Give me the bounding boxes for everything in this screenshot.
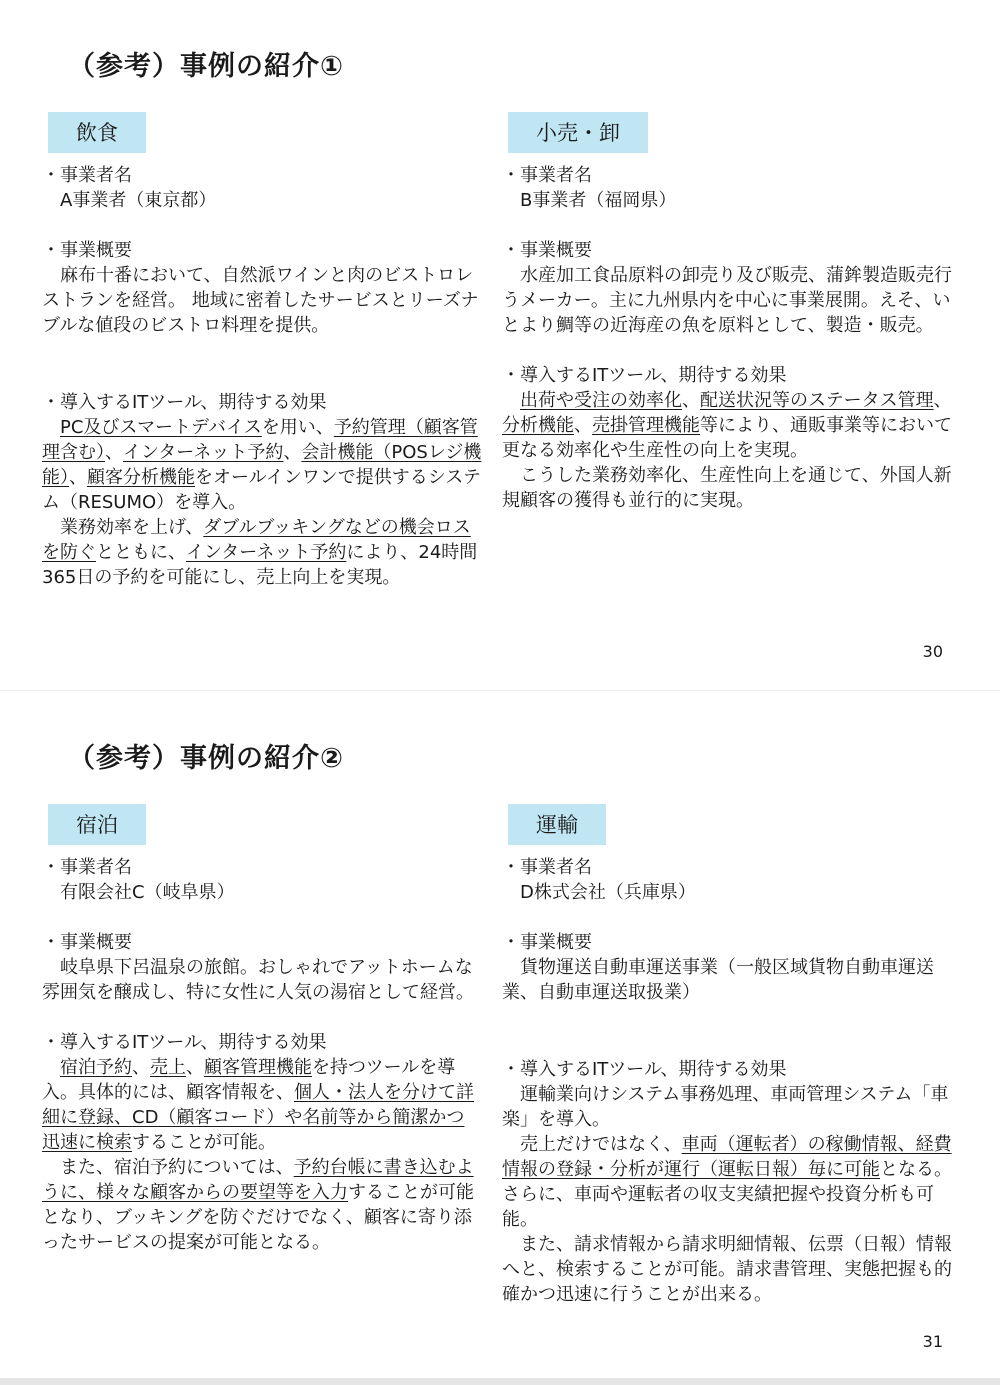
page-divider xyxy=(0,690,1000,691)
effects-paragraph xyxy=(42,1155,482,1255)
overview-heading: ・事業概要 xyxy=(502,932,592,953)
text-segment: 、 xyxy=(69,467,87,488)
text-segment: 、 xyxy=(933,390,952,411)
text-segment: 、 xyxy=(132,1057,150,1078)
underlined-phrase: 予約管理（顧客管理含む） xyxy=(42,417,478,463)
business-name-heading: ・事業者名 xyxy=(42,857,132,878)
overview-text: 水産加工食品原料の卸売り及び販売、蒲鉾製造販売行うメーカー。主に九州県内を中心に事業展開。えそ、いとより鯛等の近海産の魚を原料として、製造・販売。 xyxy=(502,265,952,336)
underlined-phrase: 車両（運転者）の稼働情報、経費情報の登録・分析が運行（運転日報）毎に可能 xyxy=(502,1134,952,1180)
case-a-column xyxy=(42,112,482,590)
overview-heading: ・事業概要 xyxy=(502,240,592,261)
text-segment: となる。さらに、車両や運転者の収支実績把握や投資分析も可能。 xyxy=(502,1159,952,1230)
text-segment: 、 xyxy=(682,390,700,411)
business-name: 有限会社C（岐阜県） xyxy=(60,882,235,903)
underlined-phrase: インターネット予約 xyxy=(186,542,347,563)
underlined-phrase: 顧客管理機能 xyxy=(204,1057,312,1078)
case-d-column xyxy=(502,804,952,1307)
case-c-column xyxy=(42,804,482,1255)
text-segment: また、宿泊予約については、 xyxy=(60,1157,294,1178)
overview-text: 麻布十番において、自然派ワインと肉のビストロレストランを経営。 地域に密着したサービスとリーズナブルな値段のビストロ料理を提供。 xyxy=(42,265,479,336)
category-tag-restaurant: 飲食 xyxy=(48,112,146,153)
effects-heading: ・導入するITツール、期待する効果 xyxy=(42,392,327,413)
underlined-phrase: 個人・法人を分けて詳細に登録、CD（顧客コード）や名前等から簡潔かつ迅速に検索 xyxy=(42,1082,474,1153)
text-segment: こうした業務効率化、生産性向上を通じて、外国人新規顧客の獲得も並行的に実現。 xyxy=(502,465,952,511)
underlined-phrase: 分析機能 xyxy=(502,415,574,436)
underlined-phrase: 出荷や受注の効率化 xyxy=(520,390,682,411)
overview-text: 岐阜県下呂温泉の旅館。おしゃれでアットホームな雰囲気を醸成し、特に女性に人気の湯宿として経営。 xyxy=(42,957,474,1003)
page-title: （参考）事例の紹介② xyxy=(68,743,344,774)
underlined-phrase: 売上 xyxy=(150,1057,186,1078)
underlined-phrase: 予約台帳に書き込むように、様々な顧客からの要望等を入力 xyxy=(42,1157,474,1203)
underlined-phrase: PC及びスマートデバイス xyxy=(60,417,262,438)
text-segment: 売上だけではなく、 xyxy=(520,1134,682,1155)
effects-heading: ・導入するITツール、期待する効果 xyxy=(502,365,787,386)
effects-paragraph xyxy=(502,463,952,513)
effects-paragraph xyxy=(42,515,482,590)
page-30 xyxy=(0,0,1000,692)
underlined-phrase: 会計機能（POSレジ機能） xyxy=(42,442,482,488)
effects-text xyxy=(42,1055,482,1255)
text-segment: することが可能。 xyxy=(132,1132,276,1153)
effects-heading: ・導入するITツール、期待する効果 xyxy=(42,1032,327,1053)
effects-paragraph xyxy=(42,415,482,515)
business-name: B事業者（福岡県） xyxy=(520,190,677,211)
business-name: D株式会社（兵庫県） xyxy=(520,882,696,903)
effects-text xyxy=(502,1082,952,1307)
text-segment: 運輸業向けシステム事務処理、車両管理システム「車楽」を導入。 xyxy=(502,1084,949,1130)
overview-text: 貨物運送自動車運送事業（一般区域貨物自動車運送業、自動車運送取扱業） xyxy=(502,957,934,1003)
page-number: 31 xyxy=(922,1332,943,1351)
underlined-phrase: ダブルブッキングなどの機会ロスを防ぐ xyxy=(42,517,471,563)
effects-text xyxy=(42,415,482,590)
case-b-column xyxy=(502,112,952,513)
business-name: A事業者（東京都） xyxy=(60,190,217,211)
effects-paragraph xyxy=(502,1082,952,1132)
text-segment: 業務効率を上げ、 xyxy=(60,517,204,538)
category-tag-transport: 運輸 xyxy=(508,804,606,845)
effects-paragraph xyxy=(42,1055,482,1155)
text-segment: 、 xyxy=(283,442,302,463)
effects-paragraph xyxy=(502,388,952,463)
page-title: （参考）事例の紹介① xyxy=(68,51,344,82)
text-segment: とともに、 xyxy=(96,542,186,563)
text-segment: をオールインワンで提供するシステム（RESUMO）を導入。 xyxy=(42,467,481,513)
text-segment: 、 xyxy=(186,1057,204,1078)
text-segment: することが可能となり、ブッキングを防ぐだけでなく、顧客に寄り添ったサービスの提案が可能となる。 xyxy=(42,1182,474,1253)
underlined-phrase: 宿泊予約 xyxy=(60,1057,132,1078)
business-name-heading: ・事業者名 xyxy=(42,165,132,186)
underlined-phrase: 配送状況等のステータス管理 xyxy=(700,390,934,411)
category-tag-lodging: 宿泊 xyxy=(48,804,146,845)
text-segment: により、24時間365日の予約を可能にし、売上向上を実現。 xyxy=(42,542,478,588)
underlined-phrase: 顧客分析機能 xyxy=(87,467,195,488)
business-name-heading: ・事業者名 xyxy=(502,165,592,186)
effects-paragraph xyxy=(502,1132,952,1232)
text-segment: を持つツールを導入。具体的には、顧客情報を、 xyxy=(42,1057,456,1103)
text-segment: 等により、通販事業等において更なる効率化や生産性の向上を実現。 xyxy=(502,415,952,461)
effects-heading: ・導入するITツール、期待する効果 xyxy=(502,1059,787,1080)
text-segment: また、請求情報から請求明細情報、伝票（日報）情報へと、検索することが可能。請求書管理、実態把握も的確かつ迅速に行うことが出来る。 xyxy=(502,1234,952,1305)
underlined-phrase: インターネット予約 xyxy=(123,442,284,463)
scan-edge xyxy=(0,1378,1000,1385)
page-number: 30 xyxy=(922,642,943,661)
business-name-heading: ・事業者名 xyxy=(502,857,592,878)
overview-heading: ・事業概要 xyxy=(42,932,132,953)
effects-text xyxy=(502,388,952,513)
text-segment: 、 xyxy=(105,442,123,463)
text-segment: を用い、 xyxy=(261,417,334,438)
page-31 xyxy=(0,692,1000,1385)
overview-heading: ・事業概要 xyxy=(42,240,132,261)
category-tag-retail: 小売・卸 xyxy=(508,112,648,153)
effects-paragraph xyxy=(502,1232,952,1307)
text-segment: 、 xyxy=(574,415,592,436)
underlined-phrase: 売掛管理機能 xyxy=(592,415,700,436)
